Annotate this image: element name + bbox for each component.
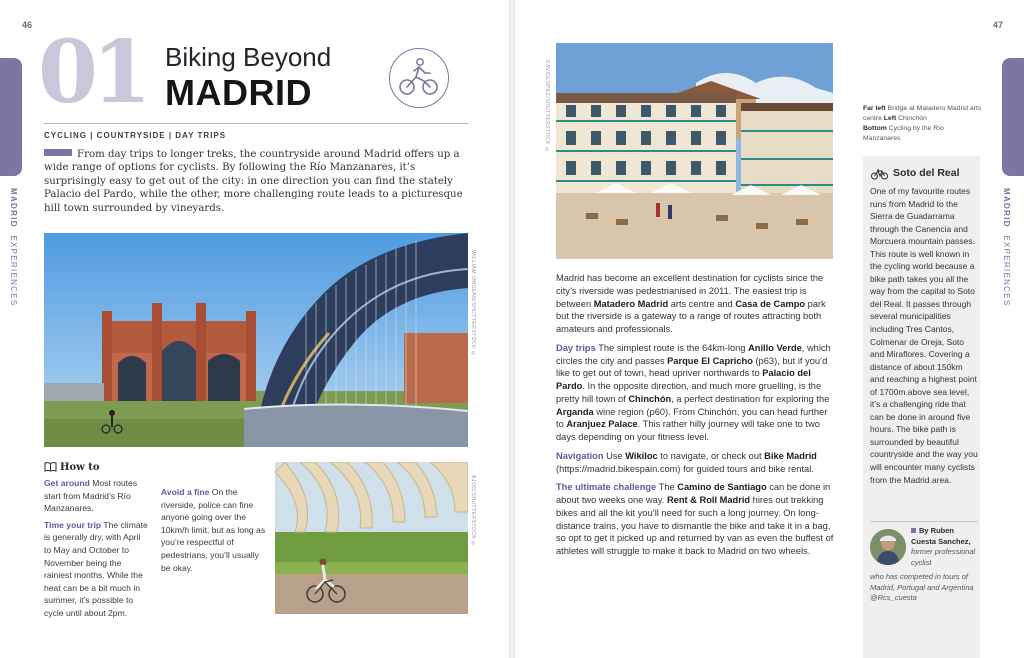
- side-label-right-text: EXPERIENCES: [1002, 235, 1011, 307]
- experience-number: 01: [38, 22, 146, 123]
- section-tab-left: [0, 58, 22, 176]
- page-title-line1: Biking Beyond: [165, 42, 332, 72]
- body-paragraph-ultimate-challenge: [556, 481, 836, 558]
- body-bold: Matadero Madrid: [593, 298, 669, 309]
- body-text: Use: [603, 450, 626, 461]
- caption-label-left: Left: [883, 115, 897, 122]
- caption-text-2: Chinchón: [896, 115, 927, 122]
- body-text: The simplest route is the 64km-long: [595, 342, 749, 353]
- intro-paragraph: [44, 148, 464, 215]
- photo-caption: [863, 104, 983, 144]
- how-to-heading: [44, 461, 100, 475]
- body-text: hires out trekking bikes and all the kit you’ll need for such a long journey. On long-distance trains, you have to dismantle the bike and take it in a bag, so opt to get it picked up and returned by van as even the buffest of athletes will struggle to make it back to Madrid on two wheels.: [556, 495, 834, 556]
- caption-text-3: Cycling by the Río Manzanares: [863, 125, 944, 142]
- side-label-right-bold: MADRID: [1002, 188, 1011, 228]
- page-title-line2: MADRID: [165, 72, 312, 113]
- page-number-right: 47: [993, 20, 1004, 30]
- body-text: The: [656, 482, 678, 493]
- avatar: [870, 529, 906, 565]
- category-tags: CYCLING | COUNTRYSIDE | DAY TRIPS: [44, 131, 227, 140]
- body-text: , a perfect destination for exploring the: [671, 393, 830, 404]
- main-body-text: [556, 272, 836, 564]
- body-text: (p63), but if you’d like to get out of town, head upriver northwards to: [556, 355, 828, 379]
- caption-text-1: Bridge at Matadero Madrid arts centre: [863, 105, 982, 122]
- body-text: arts centre and: [668, 298, 736, 309]
- photo-credit-bridge: WILLIAM ONDEAN/SHUTTERSTOCK ©: [470, 250, 476, 358]
- how-to-item-get-around: [44, 477, 148, 515]
- how-to-column-2: [161, 460, 267, 574]
- body-lead: Day trips: [556, 342, 596, 353]
- author-bio-lead: former professional cyclist: [911, 547, 976, 567]
- side-label-left: [9, 188, 18, 307]
- body-text: wine region (p60). From Chinchón, you can head further to: [556, 406, 828, 430]
- body-text: park but the riverside is a gateway to a range of routes attracting both amateurs and professionals.: [556, 298, 826, 334]
- how-to-column-1: [44, 477, 148, 620]
- body-text: . In the opposite direction, and much more gruelling, is the pretty hill town of: [556, 381, 822, 404]
- bicycle-icon: [871, 167, 888, 185]
- how-to-item-time-your-trip: [44, 519, 148, 620]
- sidebar-author: [911, 526, 977, 547]
- intro-accent-bar: [44, 149, 72, 156]
- body-bold: Camino de Santiago: [677, 482, 767, 493]
- body-text: to navigate, or check out: [657, 450, 765, 461]
- author-bio: [870, 572, 978, 604]
- how-to-lead: Avoid a fine: [161, 487, 210, 497]
- photo-credit-cycling: AJOO/SHUTTERSTOCK ©: [470, 475, 476, 548]
- body-paragraph-day-trips: [556, 342, 836, 444]
- body-lead: Navigation: [556, 450, 604, 461]
- how-to-text: On the riverside, police can fine anyone going over the 10km/h limit, but as long as you’re respectful of pedestrians, you’ll usually be okay.: [161, 487, 266, 573]
- left-page: [0, 0, 509, 658]
- caption-label-far-left: Far left: [863, 105, 886, 112]
- author-marker: [911, 528, 916, 533]
- side-label-right: [1002, 188, 1011, 307]
- author-handle: @Rcs_cuesta: [870, 593, 917, 603]
- author-bio-text: who has competed in tours of Madrid, Portugal and Argentina: [870, 572, 974, 592]
- body-bold: Palacio del Pardo: [556, 368, 811, 391]
- body-text: , which circles the city and passes: [556, 342, 831, 366]
- body-bold: Anillo Verde: [748, 342, 802, 353]
- section-tab-right: [1002, 58, 1024, 176]
- body-paragraph-navigation: [556, 450, 836, 476]
- how-to-item-avoid-a-fine: [161, 486, 267, 574]
- side-label-left-bold: MADRID: [9, 188, 18, 228]
- caption-label-bottom: Bottom: [863, 125, 887, 132]
- side-label-left-text: EXPERIENCES: [9, 235, 18, 307]
- intro-text: From day trips to longer treks, the countryside around Madrid offers up a wide range of options for cyclists. By following the Río Manzanares, it’s surprisingly easy to get out of the city: in one direction you can find the stately Palacio del Pardo, while the other, more challenging route leads to a picturesque hill town surrounded by vineyards.: [44, 149, 463, 214]
- sidebar-title: Soto del Real: [893, 167, 960, 179]
- author-name: By Ruben Cuesta Sanchez,: [911, 526, 971, 546]
- photo-chinchon: [556, 43, 833, 259]
- cyclist-icon: [389, 48, 449, 108]
- page-number-left: 46: [22, 20, 33, 30]
- body-lead: The ultimate challenge: [556, 482, 657, 493]
- body-bold: Arganda: [556, 406, 594, 417]
- body-text: (https://madrid.bikespain.com) for guided tours and bike rental.: [556, 463, 814, 474]
- how-to-spacer: [161, 460, 267, 486]
- body-text: can be done in about two weeks one way.: [556, 482, 831, 505]
- photo-matadero-bridge: [44, 233, 468, 447]
- header-rule: [44, 123, 468, 124]
- body-bold: Bike Madrid: [764, 450, 817, 461]
- photo-cycling-rio-manzanares: [275, 462, 468, 614]
- body-bold: Chinchón: [628, 393, 672, 404]
- body-text: . This rather hilly journey will take one to two days depending on your fitness level.: [556, 419, 820, 442]
- body-bold: Parque El Capricho: [667, 355, 753, 366]
- local-tip-sidebar: [863, 156, 980, 658]
- how-to-text: Most routes start from Madrid’s Río Manzanares.: [44, 478, 138, 514]
- sidebar-text: One of my favourite routes runs from Madrid to the Sierra de Guadarrama through the Canencia and Morcuera mountain passes. This route is well known in the cycling world because a bike path takes you all the way from the capital to Soto del Real. It passes through several municipalities including Tres Cantos, Colmenar de Oreja, Soto and Miraflores. Covering a distance of about 150km and reaching a highest point of 1700m above sea level, it’s a challenging ride that can be done in around five hours. The bike path is surrounded by beautiful countryside and the way you will encounter many cyclists from the Madrid area.: [870, 186, 978, 485]
- body-bold: Rent & Roll Madrid: [666, 495, 751, 505]
- open-book-icon: [44, 461, 57, 475]
- body-text: Madrid has become an excellent destination for cyclists since the city’s riverside was pedestrianised in 2011. The easiest trip is between: [556, 273, 824, 309]
- how-to-title: How to: [60, 462, 100, 473]
- body-bold: Aranjuez Palace: [566, 419, 638, 430]
- how-to-lead: Get around: [44, 478, 90, 488]
- body-bold: Wikiloc: [625, 450, 658, 461]
- body-paragraph-1: [556, 272, 836, 336]
- sidebar-rule: [870, 521, 978, 522]
- how-to-text: The climate is generally dry, with April to May and October to November being the rainiest months. While the heat can be a bit much in summer, it’s possible to cycle until about 2pm.: [44, 519, 148, 618]
- how-to-lead: Time your trip: [44, 519, 102, 530]
- body-bold: Casa de Campo: [735, 298, 806, 309]
- photo-credit-chinchon: DAVIDLOPEZ/SHUTTERSTOCK ©: [544, 60, 550, 154]
